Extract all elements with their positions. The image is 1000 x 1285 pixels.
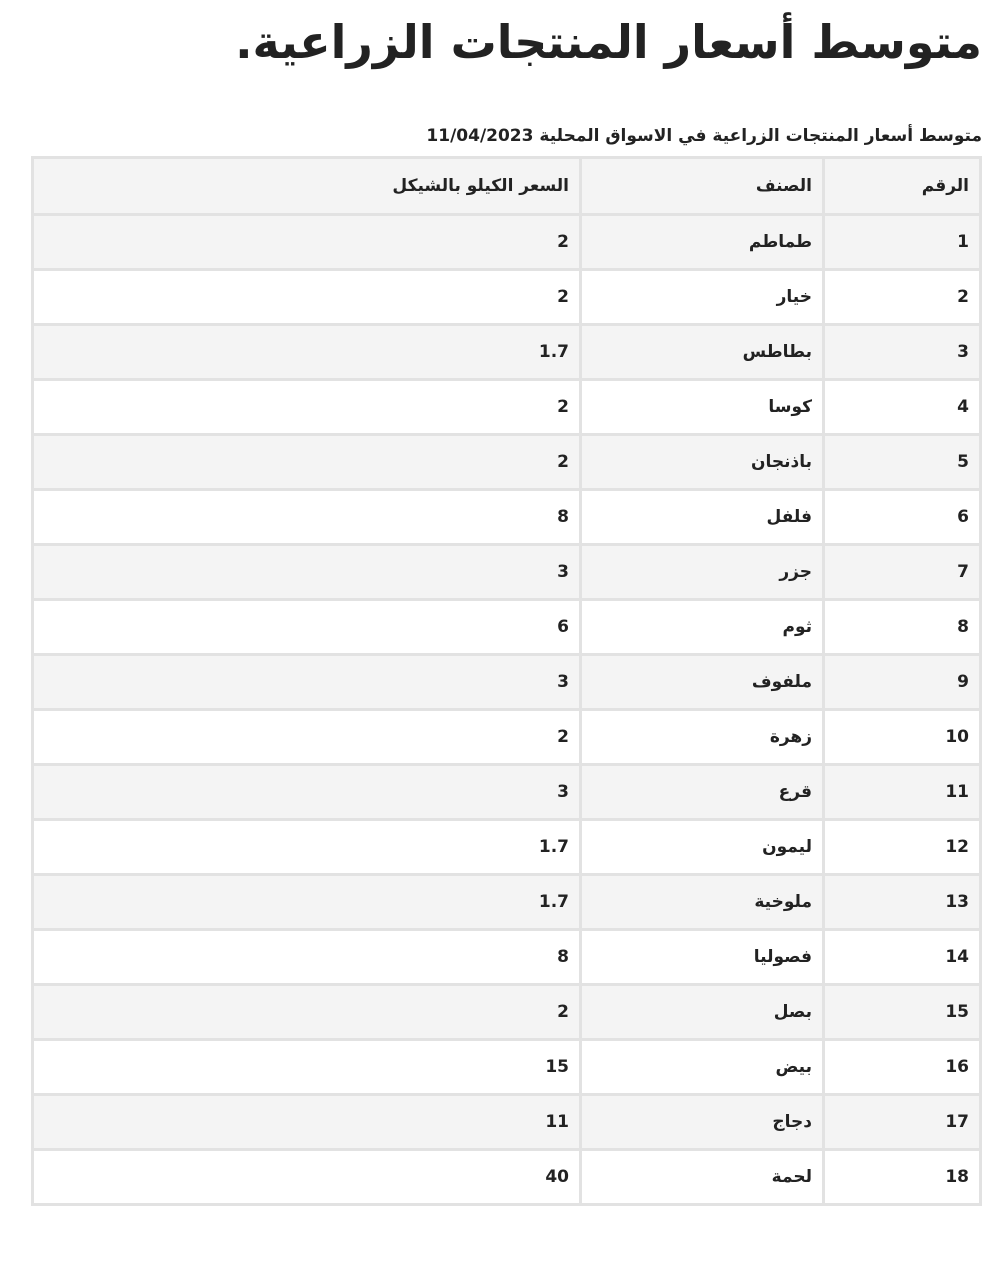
row-price: 11 [33, 1095, 581, 1150]
row-item: كوسا [581, 380, 824, 435]
row-item: ملفوف [581, 655, 824, 710]
row-price: 3 [33, 545, 581, 600]
table-row [33, 270, 981, 325]
row-price: 1.7 [33, 820, 581, 875]
table-row [33, 215, 981, 270]
row-item: خيار [581, 270, 824, 325]
row-number: 12 [824, 820, 981, 875]
header-price: السعر الكيلو بالشيكل [33, 158, 581, 215]
table-row [33, 930, 981, 985]
row-price: 15 [33, 1040, 581, 1095]
row-number: 18 [824, 1150, 981, 1205]
header-number: الرقم [824, 158, 981, 215]
row-price: 6 [33, 600, 581, 655]
row-item: لحمة [581, 1150, 824, 1205]
table-row [33, 1095, 981, 1150]
table-row [33, 710, 981, 765]
row-number: 2 [824, 270, 981, 325]
table-row [33, 1150, 981, 1205]
row-item: بصل [581, 985, 824, 1040]
row-number: 15 [824, 985, 981, 1040]
row-number: 5 [824, 435, 981, 490]
table-row [33, 325, 981, 380]
table-row [33, 380, 981, 435]
row-number: 9 [824, 655, 981, 710]
row-number: 1 [824, 215, 981, 270]
row-item: فلفل [581, 490, 824, 545]
table-body [33, 215, 981, 1205]
row-price: 3 [33, 655, 581, 710]
row-item: فصوليا [581, 930, 824, 985]
row-number: 7 [824, 545, 981, 600]
row-price: 2 [33, 710, 581, 765]
row-item: قرع [581, 765, 824, 820]
row-item: باذنجان [581, 435, 824, 490]
row-item: بطاطس [581, 325, 824, 380]
row-number: 6 [824, 490, 981, 545]
row-number: 17 [824, 1095, 981, 1150]
row-number: 16 [824, 1040, 981, 1095]
row-price: 2 [33, 985, 581, 1040]
table-row [33, 655, 981, 710]
row-number: 8 [824, 600, 981, 655]
header-item: الصنف [581, 158, 824, 215]
row-price: 2 [33, 215, 581, 270]
table-row [33, 875, 981, 930]
row-price: 8 [33, 930, 581, 985]
row-price: 2 [33, 270, 581, 325]
table-row [33, 1040, 981, 1095]
row-price: 1.7 [33, 325, 581, 380]
row-item: ثوم [581, 600, 824, 655]
table-row [33, 545, 981, 600]
row-price: 40 [33, 1150, 581, 1205]
row-item: جزر [581, 545, 824, 600]
row-price: 2 [33, 435, 581, 490]
row-number: 4 [824, 380, 981, 435]
table-header-row [33, 158, 981, 215]
row-number: 13 [824, 875, 981, 930]
row-price: 8 [33, 490, 581, 545]
table-row [33, 600, 981, 655]
row-number: 11 [824, 765, 981, 820]
table-row [33, 490, 981, 545]
row-price: 1.7 [33, 875, 581, 930]
table-caption: متوسط أسعار المنتجات الزراعية في الاسواق المحلية 11/04/2023 [426, 126, 982, 146]
table-row [33, 435, 981, 490]
row-item: ملوخية [581, 875, 824, 930]
row-number: 3 [824, 325, 981, 380]
prices-table [31, 156, 982, 1206]
row-item: دجاج [581, 1095, 824, 1150]
table-row [33, 765, 981, 820]
row-price: 2 [33, 380, 581, 435]
row-item: زهرة [581, 710, 824, 765]
row-item: ليمون [581, 820, 824, 875]
table-row [33, 985, 981, 1040]
row-item: بيض [581, 1040, 824, 1095]
page-title: متوسط أسعار المنتجات الزراعية. [235, 15, 982, 69]
row-number: 10 [824, 710, 981, 765]
row-number: 14 [824, 930, 981, 985]
table-row [33, 820, 981, 875]
row-item: طماطم [581, 215, 824, 270]
row-price: 3 [33, 765, 581, 820]
